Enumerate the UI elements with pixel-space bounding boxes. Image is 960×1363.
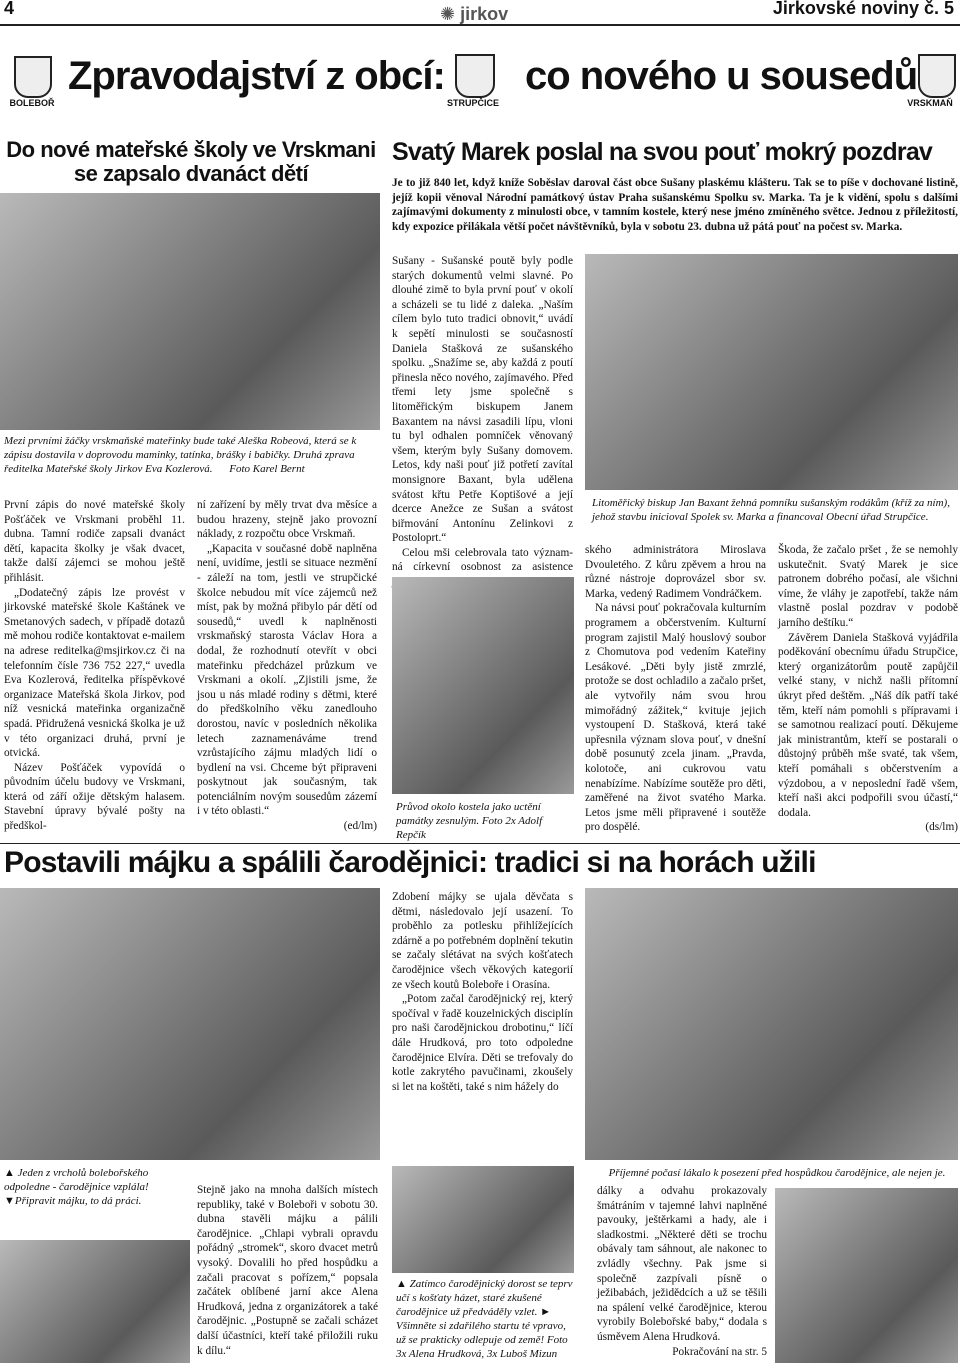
paragraph: „Kapacita v současné době naplněna není, uvidíme, jestli se situace nezmění - záleží na tom, jestli ve strupčické školce nebudou mít více zájemců než míst, pak by možná přibylo pár dětí od sousedů,“ uvedl k naplněnosti vrskmaňský starosta Václav Hora a dodal, že rozhodnutí otevřít v obci mateřinku předcházel průzkum ve Vrskmani a okolí. „Zjistili jsme, že jsou u nás mladé rodiny s dětmi, které do předškolního věku zanedlouho dorostou, navíc v posledních několika letech zaznamenáváme trend vzrůstajícího zájmu mladých lidí o bydlení na vsi. Chceme být připraveni poskytnout jak současným, tak potenciálním novým sousedům zázemí i v této oblasti.“ [197,542,377,818]
witches-photo [392,1166,574,1273]
caption-text: ▼Připravit májku, to dá práci. [4,1195,142,1207]
blessing-photo [585,254,958,490]
banner-title-left: Zpravodajství z obcí: [68,54,445,98]
article3-caption-right-top: Příjemné počasí lákalo k posezení před hospůdkou čarodějnice, ale nejen je. [608,1167,946,1179]
article2-col1 [392,254,573,590]
article1-title: Do nové mateřské školy ve Vrskmani se zapsalo dvanáct dětí [6,137,376,186]
paragraph: „Dodatečný zápis lze provést v jirkovské mateřské škole Kaštánek ve Smetanových sadech, v případě dotazů mě mohou rodiče kontaktovat e-mailem na adrese reditelka@msjirkov.cz či na telefonním čísle 736 752 227,“ uvedla Eva Kozlerová, ředitelka příspěvkové organizace Mateřská škola Jirkov, pod níž vesnická mateřinka organizačně spadá. Přidružená vesnická školka je už v této organizaci druhá, první je otvická. [4,586,185,760]
article3-caption-center: ▲ Zatímco čarodějnický dorost se teprv učí s košťaty házet, staré zkušené čarodějnice už předváděly vzlet. ► Všimněte si zdařilého startu té vpravo, už se prakticky odlepuje od země! Foto 3x Alena Hrudková, 3x Luboš Mizun [396,1278,573,1360]
article1-col2 [197,498,377,834]
paragraph: ní zařízení by měly trvat dva měsíce a budou hrazeny, stejně jako provozní náklady, z rozpočtu obce Vrskmaň. [197,499,377,541]
header-rule [0,24,960,26]
article2-photo1-caption: Litoměřický biskup Jan Baxant žehná pomníku sušanským rodákům (kříž za ním), jehož stavbu inicioval Spolek sv. Marka a financoval Obecní úřad Strupčice. [592,497,950,523]
signature: (ed/lm) [343,820,377,833]
article3-col-right [597,1184,767,1359]
paragraph: Závěrem Daniela Stašková vyjádřila poděkování obecnímu úřadu Strupčice, který organizátorům poutě zapůjčil velké stany, v nichž našli přítomní úkryt před deštěm. „Náš dík patří také těm, kteří nám pomohli s přípravami i se samotnou realizací poutí. Děkujeme jak ministrantům, kteří se postarali o důstojný průběh mše svaté, tak všem, kteří pomáhali s občerstvením a výzdobou, a v neposlední řadě všem, kteří naši akci podpořili svou účastí,“ dodala. [778,631,958,819]
paragraph: Stejně jako na mnoha dalších místech republiky, také v Boleboři v sobotu 30. dubna stavěli májku a pálili čarodějnice. „Chlapi vybrali opravdu pořádný „stromek“, skoro dvacet metrů vysoký. Dovalili ho před hospůdku a začali pracovat s pořízem,“ popsala začátek oblíbené jarní akce Alena Hrudková, jedna z organizátorek a také čarodějnic. „Postupně se začali scházet další účastníci, kteří také přiložili ruku k dílu.“ [197,1184,378,1357]
issue-label: Jirkovské noviny č. 5 [772,0,954,18]
crest-label: VRSKMAŇ [907,98,953,108]
logo-text: jirkov [460,4,509,24]
paragraph: Celou mši celebrovala tato význam-ná církevní osobnost za asistence [392,546,573,574]
sun-logo-icon: ✺ [440,4,456,24]
paragraph: Škoda, že začalo pršet , že se nemohly uskutečnit. Svatý Marek je sice patronem dobrého počasí, ale všichni víme, že vláhy je zapotřebí, takže nám vlastně poslal pozdrav v podobě jarního deštíku.“ [778,544,958,629]
banner-title-right: co nového u sousedů [525,54,918,98]
article1-col1 [4,498,185,834]
crest-icon [455,54,495,98]
crest-label: BOLEBOŘ [9,98,55,108]
article3-col-mid [197,1183,378,1358]
article3-title: Postavili májku a spálili čarodějnici: tradici si na horách užili [4,846,816,879]
kindergarten-photo [0,193,380,430]
crest-icon [918,54,956,98]
section-rule [0,843,960,844]
paragraph: ského administrátora Miroslava Dvouletého. Z kůru zpěvem a hrou na různé nástroje doprovázel sbor sv. Marka, vedený Radimem Vondráčkem. [585,544,766,600]
page-number: 4 [4,0,15,18]
continued-note: Pokračování na str. 5 [672,1345,767,1358]
article2-col2 [585,543,766,835]
crest-icon [14,56,52,98]
caption-text: ▲ Jeden z vrcholů bolebořského odpoledne - čarodějnice vzplála! [4,1167,149,1193]
paragraph: Na návsi pouť pokračovala kulturním programem a občerstvením. Kulturní program zajistil Malý houslový soubor z Chomutova pod vedením Kateřiny Lesákové. „Děti byly jistě zmrzlé, protože se dost ochladilo a začalo pršet, ale vytvořily nám svou hrou mimořádný zážitek,“ kvituje jejich vystoupení D. Stašková, která také upřesnila význam slova pouť, v dnešní době posunutý zcela jinam. „Pravda, kolotoče, ani cukrovou vatu nenabízíme. Nabízíme soutěže pro děti, zaměřené na život svatého Marka. Letos jsme měli připravené i soutěže pro dospělé. [585,602,766,834]
photo-credit: Foto Karel Bernt [229,463,305,475]
bonfire-photo [0,888,380,1160]
paragraph: dálky a odvahu prokazovaly šmátráním v tajemné lahvi naplněné pavouky, ještěrkami a hady, ale i sladkostmi. „Některé děti se trochu obávaly tam sáhnout, ale nakonec to zvládly všechny. Pak jsme si společně zazpívali písně o ježibabách, ježidědcích a už se těšili na spálení velké čarodějnice, kterou vyrobily Bolebořské baby,“ dodala s úsměvem Alena Hrudková. [597,1185,767,1343]
article2-col3 [778,543,958,835]
article3-col-top [392,890,573,1094]
maypole-photo [0,1240,190,1363]
header-logo [440,4,508,25]
paragraph: Název Pošťáček vypovídá o původním účelu budovy ve Vrskmani, která od září ožije dětským halasem. Stavební úpravy bývalé pošty na předškol- [4,761,185,833]
article2-title: Svatý Marek poslal na svou pouť mokrý pozdrav [392,138,933,166]
article2-photo2-caption: Průvod okolo kostela jako uctění památky zesnulým. Foto 2x Adolf Repčík [396,801,543,841]
witch-flight-photo [775,1188,958,1363]
article1-photo-caption [4,434,376,476]
paragraph: Sušany - Sušanské poutě byly podle starých dokumentů velmi slavné. Po dlouhé zimě to byla první pouť v okolí a scházeli se tu lidé z daleka. „Naším cílem bylo tuto tradici obnovit,“ uvádí k sepětí minulosti se současností Daniela Stašková ze sušanského spolku. „Snažíme se, aby každá z poutí přinesla něco nového, zajímavého. Před třemi lety jsme společně s litoměřickým biskupem Janem Baxantem na návsi zasadili lípu, vloni tu byl odhalen pomníček věnovaný všem, kterým byly Sušany domovem. Letos, kdy naši pouť již potřetí zavítal monsignore Baxant, byla udělena svátost křtu Petře Koptišové a její dcerce Anežce ze Sušan a svátost biřmování Antonínu Zelinkovi z Postoloprt.“ [392,255,573,545]
crest-label: STRUPČICE [446,98,499,108]
paragraph: Zdobení májky se ujala děvčata s dětmi, následovalo její usazení. To proběhlo za potlesku přihlížejících zdárně a po potřebném doplnění tekutin se začaly slétávat na svých košťatech čarodějnice všech věkových kategorií ze všech koutů Boleboře i Orasína. [392,891,573,991]
paragraph: První zápis do nové mateřské školy Pošťáček ve Vrskmani proběhl 11. dubna. Tamní rodiče zapsali dvanáct dětí, kapacita školky je však dvacet, takže další zájemci se mohou ještě přihlásit. [4,499,185,584]
article3-caption-left [4,1166,194,1208]
signature: (ds/lm) [925,821,958,834]
paragraph: „Potom začal čarodějnický rej, který spočíval v řadě kouzelnických disciplín pro naši čarodějnickou drobotinu,“ líčí dále Hrudková, pro toto odpoledne čarodějnice Elvíra. Děti se trefovaly do kotle zakrytého pavučinami, zkoušely si let na koštěti, také s nim hážely do [392,993,573,1093]
article2-lead: Je to již 840 let, když kníže Soběslav daroval část obce Sušany plaskému klášteru. Tak se to píše v dochované listině, jejíž kopii věnoval Národní památkový ústav Praha sušanskému Spolku sv. Marka. Ta je k vidění, spolu s dalšími zajímavými dokumenty z minulosti obce, v tamním kostele, který nese jméno zmíněného světce. Jednou z příležitostí, kdy expozice přilákala větší počet návštěvníků, byla v sobotu 23. dubna už pátá pouť na počest sv. Marka. [392,177,958,233]
procession-photo [392,577,574,794]
pub-seating-photo [585,888,958,1160]
caption-text: Mezi prvními žáčky vrskmaňské mateřinky bude také Aleška Robeová, která se k zápisu dostavila v doprovodu maminky, tatínka, brášky i babičky. Druhá zprava ředitelka Mateřské školy Jirkov Eva Kozlerová. [4,435,357,475]
